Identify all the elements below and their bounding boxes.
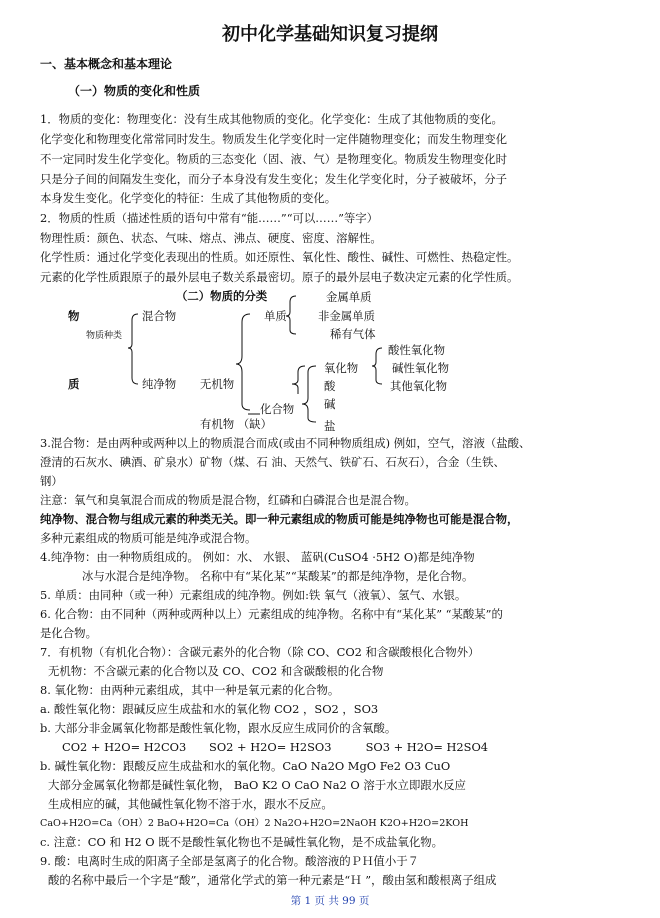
tree-node: 质 bbox=[68, 377, 80, 391]
tree-node: 碱性氧化物 bbox=[392, 361, 449, 375]
text-line: 酸的名称中最后一个字是“酸”，通常化学式的第一种元素是“Ｈ ”，酸由氢和酸根离子组成 bbox=[48, 873, 497, 887]
text-line: 5. 单质：由同种（或一种）元素组成的纯净物。例如:铁 氧气（液氧）、氢气、水银。 bbox=[40, 588, 467, 602]
text-line: b. 碱性氧化物：跟酸反应生成盐和水的氧化物。CaO Na2O MgO Fe2 O3 CuO bbox=[40, 759, 451, 773]
document-title: 初中化学基础知识复习提纲 bbox=[222, 24, 438, 45]
text-line: a. 酸性氧化物：跟碱反应生成盐和水的氧化物 CO2 ，SO2 ，SO3 bbox=[40, 702, 379, 716]
tree-node: 其他氧化物 bbox=[390, 379, 447, 393]
text-line: 物理性质：颜色、状态、气味、熔点、沸点、硬度、密度、溶解性。 bbox=[40, 231, 382, 245]
text-line: 元素的化学性质跟原子的最外层电子数关系最密切。原子的最外层电子数决定元素的化学性质。 bbox=[40, 270, 519, 284]
text-line: 冰与水混合是纯净物。 名称中有“某化某”“某酸某”的都是纯净物，是化合物。 bbox=[82, 569, 474, 583]
text-line: 8. 氧化物：由两种元素组成，其中一种是氧元素的化合物。 bbox=[40, 683, 340, 697]
text-line: 纯净物、混合物与组成元素的种类无关。即一种元素组成的物质可能是纯净物也可能是混合物， bbox=[40, 512, 519, 526]
text-line: c. 注意：CO 和 H2 O 既不是酸性氧化物也不是碱性氧化物，是不成盐氧化物。 bbox=[40, 835, 444, 849]
text-line: b. 大部分非金属氧化物都是酸性氧化物，跟水反应生成同价的含氧酸。 bbox=[40, 721, 397, 735]
text-line: 是化合物。 bbox=[40, 626, 97, 640]
text-line: 无机物：不含碳元素的化合物以及 CO、CO2 和含碳酸根的化合物 bbox=[48, 664, 384, 678]
tree-title: （二）物质的分类 bbox=[176, 289, 268, 303]
tree-node: 酸性氧化物 bbox=[388, 343, 445, 357]
tree-node: 盐 bbox=[324, 419, 336, 433]
text-line: 多种元素组成的物质可能是纯净或混合物。 bbox=[40, 531, 257, 545]
text-line: 大部分金属氧化物都是碱性氧化物， BaO K2 O CaO Na2 O 溶于水立即跟水反应 bbox=[48, 778, 466, 792]
text-line: CaO+H2O=Ca（OH）2 BaO+H2O=Ca（OH）2 Na2O+H2O=2NaOH K2O+H2O=2KOH bbox=[40, 818, 469, 829]
text-line: 化学性质：通过化学变化表现出的性质。如还原性、氧化性、酸性、碱性、可燃性、热稳定性。 bbox=[40, 250, 519, 264]
tree-node: 化合物 bbox=[260, 402, 295, 416]
text-line: 6. 化合物：由不同种（两种或两种以上）元素组成的纯净物。名称中有“某化某” “某酸某”的 bbox=[40, 607, 503, 621]
tree-node: 物质种类 bbox=[86, 331, 123, 341]
text-line: 只是分子间的间隔发生变化，而分子本身没有发生变化；发生化学变化时，分子被破坏，分子 bbox=[40, 172, 508, 186]
tree-node: 非金属单质 bbox=[318, 309, 375, 323]
text-line: 2．物质的性质（描述性质的语句中常有“能……”“可以……”等字） bbox=[40, 211, 379, 225]
text-line: 生成相应的碱，其他碱性氧化物不溶于水，跟水不反应。 bbox=[48, 797, 333, 811]
tree-node: 稀有气体 bbox=[330, 327, 376, 341]
text-line: 化学变化和物理变化常常同时发生。物质发生化学变化时一定伴随物理变化；而发生物理变化 bbox=[40, 132, 508, 146]
subsection-heading: （一）物质的变化和性质 bbox=[68, 84, 201, 98]
text-line: 4.纯净物：由一种物质组成的。 例如：水、 水银、 蓝矾(CuSO4 ·5H2 O)都是纯净物 bbox=[40, 550, 475, 564]
tree-node: 单质 bbox=[264, 309, 287, 323]
tree-node: 氧化物 bbox=[324, 361, 359, 375]
text-line: CO2 + H2O= H2CO3 SO2 + H2O= H2SO3 SO3 + H2O= H2SO4 bbox=[62, 740, 489, 754]
text-line: 本身发生变化。化学变化的特征：生成了其他物质的变化。 bbox=[40, 191, 337, 205]
text-line: 澄清的石灰水、碘酒、矿泉水）矿物（煤、石 油、天然气、铁矿石、石灰石），合金（生铁、 bbox=[40, 455, 505, 469]
text-line: 不一定同时发生化学变化。物质的三态变化（固、液、气）是物理变化。物质发生物理变化时 bbox=[40, 152, 508, 166]
tree-node: 纯净物 bbox=[142, 377, 177, 391]
section-heading: 一、基本概念和基本理论 bbox=[40, 57, 173, 71]
tree-node: 碱 bbox=[324, 397, 336, 411]
page-footer: 第 1 页 共 99 页 bbox=[290, 895, 370, 907]
classification-tree bbox=[0, 286, 660, 436]
tree-node: 无机物 bbox=[200, 377, 235, 391]
text-line: 钢） bbox=[40, 474, 63, 488]
text-line: 注意：氧气和臭氧混合而成的物质是混合物，红磷和白磷混合也是混合物。 bbox=[40, 493, 416, 507]
text-line: 7．有机物（有机化合物）：含碳元素外的化合物（除 CO、CO2 和含碳酸根化合物外） bbox=[40, 645, 480, 659]
tree-node: 物 bbox=[68, 309, 80, 323]
text-line: 9. 酸：电离时生成的阳离子全部是氢离子的化合物。酸溶液的ＰＨ值小于７ bbox=[40, 854, 419, 868]
tree-node: 有机物 （缺） bbox=[200, 417, 272, 431]
text-line: 3.混合物：是由两种或两种以上的物质混合而成(或由不同种物质组成) 例如，空气，溶液（盐酸、 bbox=[40, 436, 531, 450]
tree-node: 混合物 bbox=[142, 309, 177, 323]
text-line: 1．物质的变化：物理变化：没有生成其他物质的变化。化学变化：生成了其他物质的变化。 bbox=[40, 112, 503, 126]
tree-node: 金属单质 bbox=[326, 290, 372, 304]
tree-node: 酸 bbox=[324, 379, 336, 393]
